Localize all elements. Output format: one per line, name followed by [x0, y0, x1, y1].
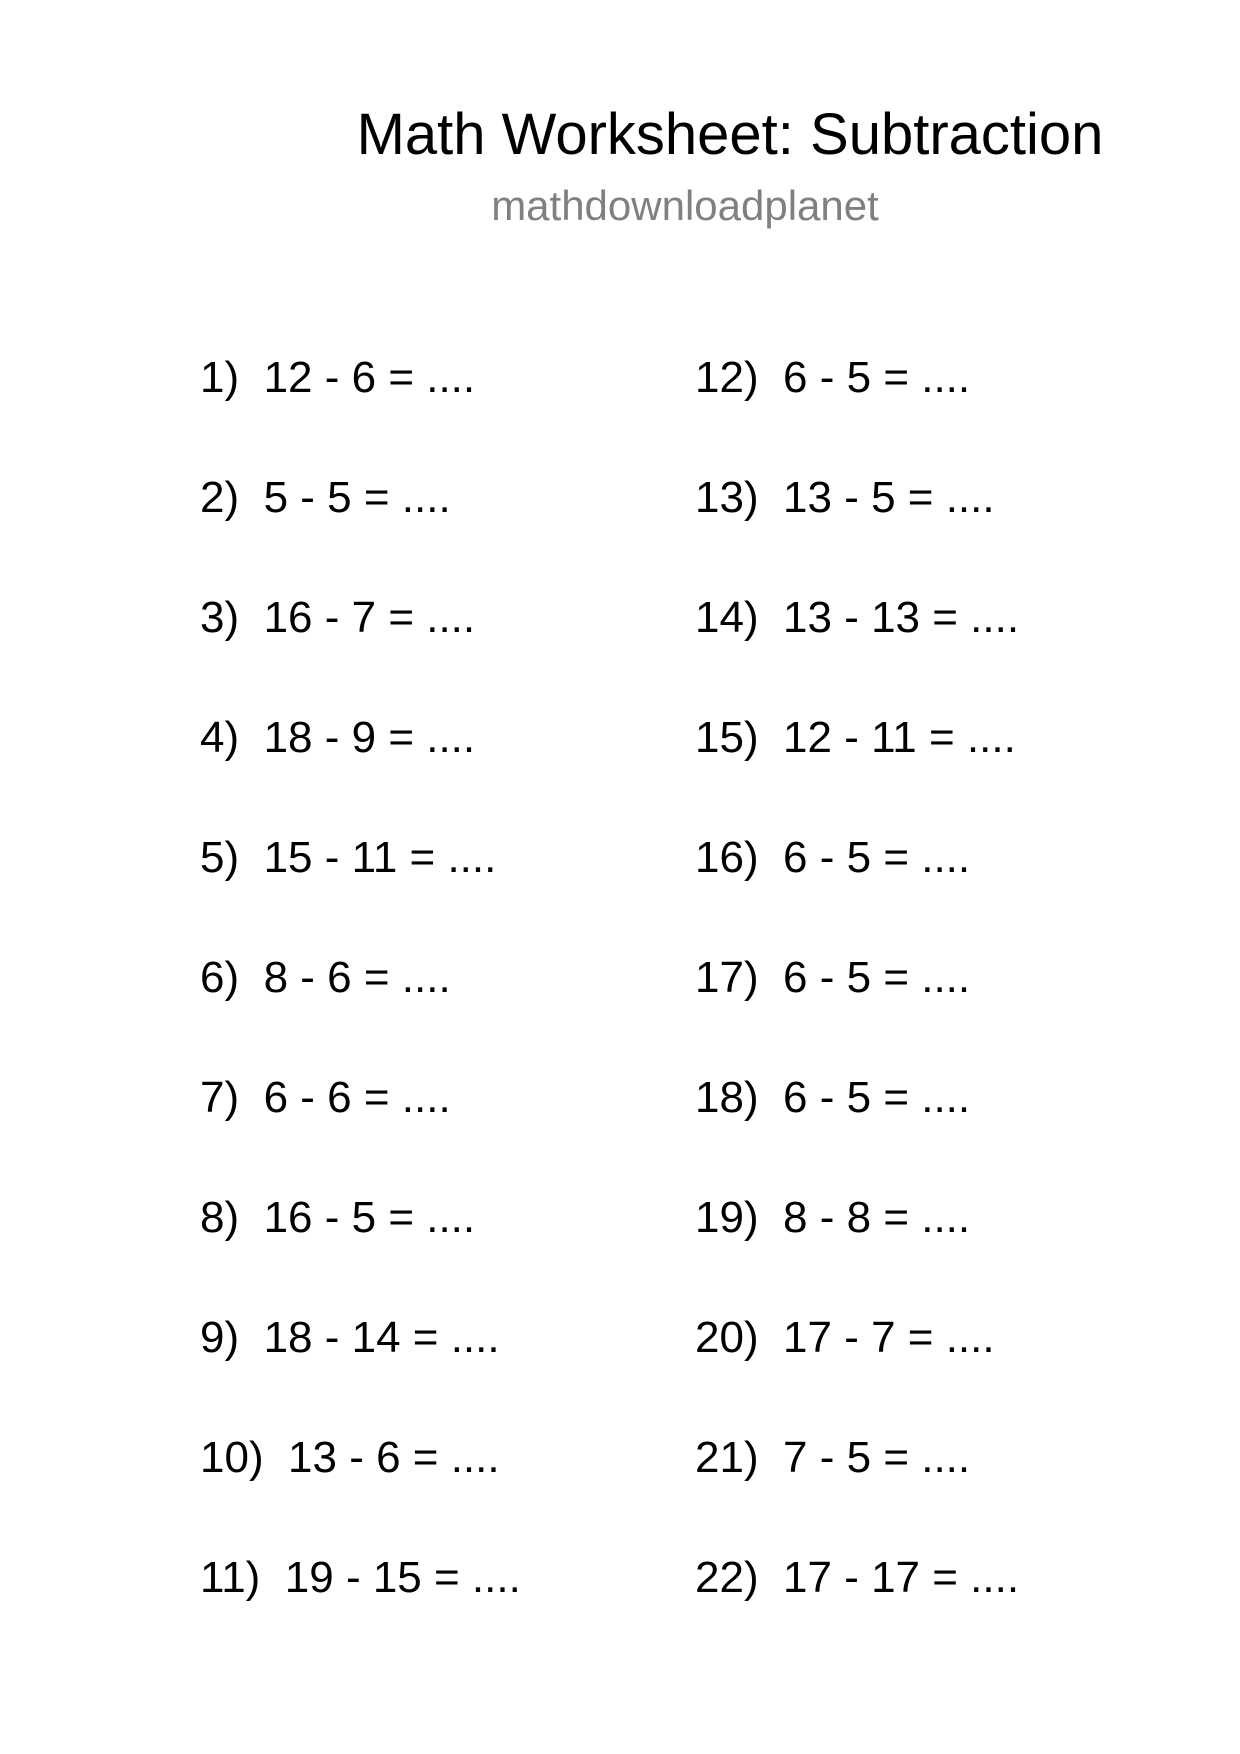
problem-number: 2): [200, 473, 240, 522]
problem-expression: 19 - 15 = ....: [284, 1553, 521, 1602]
problem-number: 4): [200, 713, 240, 762]
problem-expression: 13 - 6 = ....: [288, 1433, 500, 1482]
page-title: Math Worksheet: Subtraction: [356, 102, 1104, 167]
problem-expression: 6 - 5 = ....: [783, 353, 971, 402]
problem-expression: 6 - 5 = ....: [783, 833, 971, 882]
problem-item: [200, 472, 451, 524]
problem-number: 5): [200, 833, 240, 882]
problem-item: [200, 952, 451, 1004]
problem-item: [200, 1432, 500, 1484]
problem-item: [695, 1552, 1019, 1604]
problem-number: 6): [200, 953, 240, 1002]
problem-expression: 8 - 8 = ....: [783, 1193, 971, 1242]
problem-item: [200, 352, 475, 404]
problem-number: 21): [695, 1433, 759, 1482]
problem-item: [200, 1192, 475, 1244]
problem-expression: 6 - 5 = ....: [783, 1073, 971, 1122]
problem-number: 8): [200, 1193, 240, 1242]
problem-expression: 15 - 11 = ....: [263, 833, 497, 882]
problem-number: 20): [695, 1313, 759, 1362]
problem-item: [695, 352, 970, 404]
problem-number: 14): [695, 593, 759, 642]
problem-item: [200, 1312, 500, 1364]
problem-number: 18): [695, 1073, 759, 1122]
problem-item: [695, 472, 995, 524]
problem-number: 15): [695, 713, 759, 762]
problem-number: 19): [695, 1193, 759, 1242]
problem-number: 3): [200, 593, 240, 642]
problem-item: [695, 1192, 970, 1244]
problem-expression: 12 - 6 = ....: [263, 353, 476, 402]
problem-expression: 13 - 13 = ....: [783, 593, 1020, 642]
problem-item: [200, 1072, 451, 1124]
problem-expression: 16 - 5 = ....: [263, 1193, 476, 1242]
problem-number: 11): [200, 1553, 261, 1602]
problem-item: [695, 1312, 995, 1364]
problem-item: [695, 1432, 970, 1484]
problem-item: [200, 592, 475, 644]
problem-expression: 18 - 14 = ....: [263, 1313, 500, 1362]
problem-expression: 17 - 7 = ....: [783, 1313, 995, 1362]
problem-expression: 12 - 11 = ....: [783, 713, 1016, 762]
problem-item: [200, 832, 496, 884]
problem-item: [200, 712, 475, 764]
problem-expression: 5 - 5 = ....: [263, 473, 451, 522]
problem-number: 10): [200, 1433, 264, 1482]
problem-item: [695, 592, 1019, 644]
problem-expression: 6 - 6 = ....: [263, 1073, 451, 1122]
problem-number: 17): [695, 953, 759, 1002]
problem-item: [695, 832, 970, 884]
problem-expression: 17 - 17 = ....: [783, 1553, 1020, 1602]
problem-expression: 13 - 5 = ....: [783, 473, 995, 522]
problem-number: 7): [200, 1073, 240, 1122]
problem-item: [200, 1552, 521, 1604]
problem-number: 12): [695, 353, 759, 402]
problem-item: [695, 952, 970, 1004]
problem-number: 16): [695, 833, 759, 882]
problem-number: 13): [695, 473, 759, 522]
problem-number: 1): [200, 353, 240, 402]
page-subtitle: mathdownloadplanet: [491, 182, 879, 229]
problem-number: 22): [695, 1553, 759, 1602]
problem-number: 9): [200, 1313, 240, 1362]
problem-item: [695, 712, 1016, 764]
problem-expression: 8 - 6 = ....: [263, 953, 451, 1002]
problem-expression: 7 - 5 = ....: [783, 1433, 971, 1482]
problem-expression: 6 - 5 = ....: [783, 953, 971, 1002]
problem-item: [695, 1072, 970, 1124]
problem-expression: 18 - 9 = ....: [263, 713, 476, 762]
problem-expression: 16 - 7 = ....: [263, 593, 476, 642]
